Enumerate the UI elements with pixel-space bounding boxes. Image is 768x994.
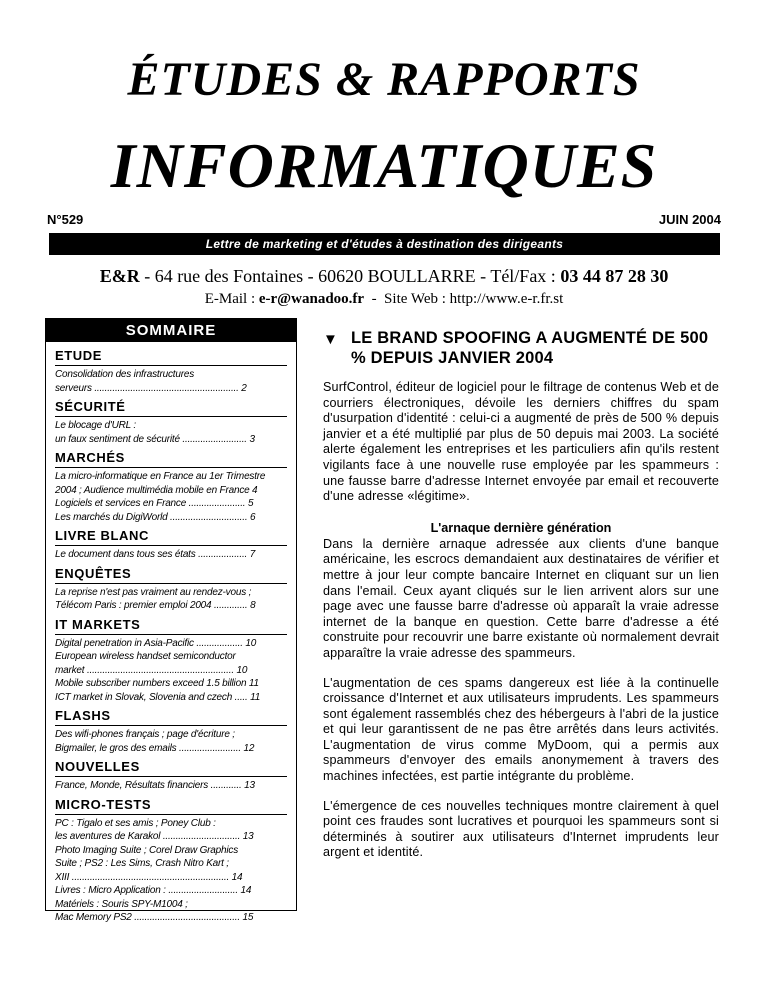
toc-entry[interactable]: un faux sentiment de sécurité ......................... 3 (55, 433, 255, 445)
article (323, 328, 719, 861)
masthead-title-line2: INFORMATIQUES (110, 130, 658, 201)
toc-section (55, 566, 287, 613)
toc-entry[interactable]: Matériels : Souris SPY-M1004 ; (55, 898, 188, 910)
toc-entry[interactable]: Des wifi-phones français ; page d'écriture ; (55, 729, 235, 740)
toc-entry[interactable]: France, Monde, Résultats financiers ............ 13 (55, 780, 255, 791)
toc-entry[interactable]: Le blocage d'URL : (55, 420, 136, 431)
toc-entry[interactable]: Télécom Paris : premier emploi 2004 ............. 8 (55, 600, 256, 611)
toc-section-title: LIVRE BLANC (55, 528, 287, 546)
article-paragraph: SurfControl, éditeur de logiciel pour le filtrage de contenus Web et de courriers électroniques, dévoile les derniers chiffres du spam d'usurpation d'identité : celui-ci a augmenté de près de 500 % depuis janvier et a été multiplié par plus de 50 depuis mai 2003. La société alerte également les entreprises et les particuliers afin qu'ils restent vigilants face à une nouvelle ruse employée par les spammeurs : une fausse barre d'adresse Internet envoyée par email et recouverte d'une adresse «légitime». (323, 380, 719, 504)
toc-entry[interactable]: Logiciels et services en France ...................... 5 (55, 498, 254, 509)
toc-entry[interactable]: La micro-informatique en France au 1er Trimestre (55, 471, 266, 482)
toc-section-title: FLASHS (55, 708, 287, 726)
toc-entry[interactable]: Photo Imaging Suite ; Corel Draw Graphics (55, 844, 238, 856)
article-subheading: L'arnaque dernière génération (430, 520, 612, 535)
toc-entry[interactable]: Bigmailer, le gros des emails ........................ 12 (55, 742, 255, 754)
toc-section-title: ETUDE (55, 348, 287, 366)
toc-section (55, 617, 287, 705)
toc-section-title: SÉCURITÉ (55, 399, 287, 417)
address-line (0, 265, 768, 287)
tagline-bar (49, 233, 720, 255)
toc-entry[interactable]: les aventures de Karakol .............................. 13 (55, 831, 254, 842)
article-title-block (323, 328, 719, 368)
toc-entry[interactable]: La reprise n'est pas vraiment au rendez-vous ; (55, 586, 252, 598)
issue-date: JUIN 2004 (658, 212, 721, 227)
street-address: 64 rue des Fontaines - 60620 BOULLARRE - Tél/Fax : (154, 266, 561, 286)
toc-entry[interactable]: XIII ............................................................. 14 (55, 871, 243, 883)
toc-section (55, 399, 287, 446)
toc-entry[interactable]: ICT market in Slovak, Slovenia and czech ..... 11 (55, 691, 261, 703)
toc-section-title: NOUVELLES (55, 759, 287, 777)
toc-section (55, 759, 287, 793)
table-of-contents (45, 318, 297, 923)
tagline: Lettre de marketing et d'études à destination des dirigeants (205, 237, 564, 251)
issue-number: N°529 (47, 212, 84, 227)
contact-line (0, 290, 768, 308)
toc-section-title: ENQUÊTES (55, 566, 287, 584)
article-paragraph: L'émergence de ces nouvelles techniques montre clairement à quel point ces fraudes sont lucratives et pourquoi les spammeurs sont si déterminés à soutirer aux utilisateurs d'Internet imprudents leur argent et identité. (323, 798, 719, 860)
toc-entry[interactable]: PC : Tigalo et ses amis ; Poney Club : (55, 817, 216, 829)
toc-body (46, 342, 296, 925)
article-paragraph: Dans la dernière arnaque adressée aux clients d'une banque américaine, les escrocs demandaient aux destinataires de vérifier et mettre à jour leur compte bancaire Internet en cliquant sur un lien dans l'email. Ceux ayant cliqués sur le lien arrivent alors sur une page avec une fausse barre d'adresse où apparaît la vraie adresse internet de la banque en question. Cette barre d'adresse a été construite pour recouvrir une barre existante où normalement devrait apparaître la vraie adresse des spammeurs. (323, 536, 719, 660)
toc-entry[interactable]: market ......................................................... 10 (55, 664, 248, 676)
article-paragraph: L'augmentation de ces spams dangereux est liée à la continuelle croissance d'Internet et aux utilisateurs imprudents. Les spammeurs sont également rassemblés chez des hébergeurs à l'abri de la justice et qui leur garantissent de ne pas être arrêtés dans leurs activités. L'augmentation de virus comme MyDoom, qui a permis aux spammeurs d'envoyer des emails anonymement à travers des machines infectées, est partie intégrante du problème. (323, 675, 719, 784)
masthead-title-line1: ÉTUDES & RAPPORTS (127, 53, 641, 106)
toc-section-title: MARCHÉS (55, 450, 287, 468)
triangle-bullet-icon: ▼ (323, 331, 339, 348)
email-address: e-r@wanadoo.fr (258, 291, 365, 307)
toc-section (55, 450, 287, 524)
toc-entry[interactable]: Suite ; PS2 : Les Sims, Crash Nitro Kart ; (55, 858, 229, 869)
toc-section (55, 797, 287, 925)
brand-abbr: E&R (99, 266, 140, 286)
email-label: E-Mail : (204, 291, 259, 307)
toc-section-title: IT MARKETS (55, 617, 287, 635)
phone-number: 03 44 87 28 30 (560, 266, 669, 286)
toc-entry[interactable]: Consolidation des infrastructures (55, 369, 195, 380)
toc-entry[interactable]: Digital penetration in Asia-Pacific .................. 10 (55, 637, 257, 649)
website: - Site Web : http://www.e-r.fr.st (364, 291, 564, 307)
toc-entry[interactable]: Mac Memory PS2 ......................................... 15 (55, 912, 254, 923)
article-title: LE BRAND SPOOFING A AUGMENTÉ DE 500 % DEPUIS JANVIER 2004 (351, 329, 709, 367)
toc-entry[interactable]: 2004 ; Audience multimédia mobile en France 4 (55, 484, 258, 496)
toc-section (55, 708, 287, 755)
toc-entry[interactable]: European wireless handset semiconductor (55, 651, 236, 662)
toc-entry[interactable]: Les marchés du DigiWorld .............................. 6 (55, 511, 256, 523)
toc-entry[interactable]: serveurs ........................................................ 2 (55, 382, 247, 394)
toc-entry[interactable]: Le document dans tous ses états ................... 7 (55, 549, 256, 560)
address-sep: - (139, 266, 155, 286)
toc-entry[interactable]: Mobile subscriber numbers exceed 1.5 billion 11 (55, 678, 259, 689)
toc-section-title: MICRO-TESTS (55, 797, 287, 815)
toc-entry[interactable]: Livres : Micro Application : ........................... 14 (55, 885, 252, 896)
toc-title: SOMMAIRE (46, 319, 296, 342)
toc-section (55, 348, 287, 395)
toc-section (55, 528, 287, 562)
